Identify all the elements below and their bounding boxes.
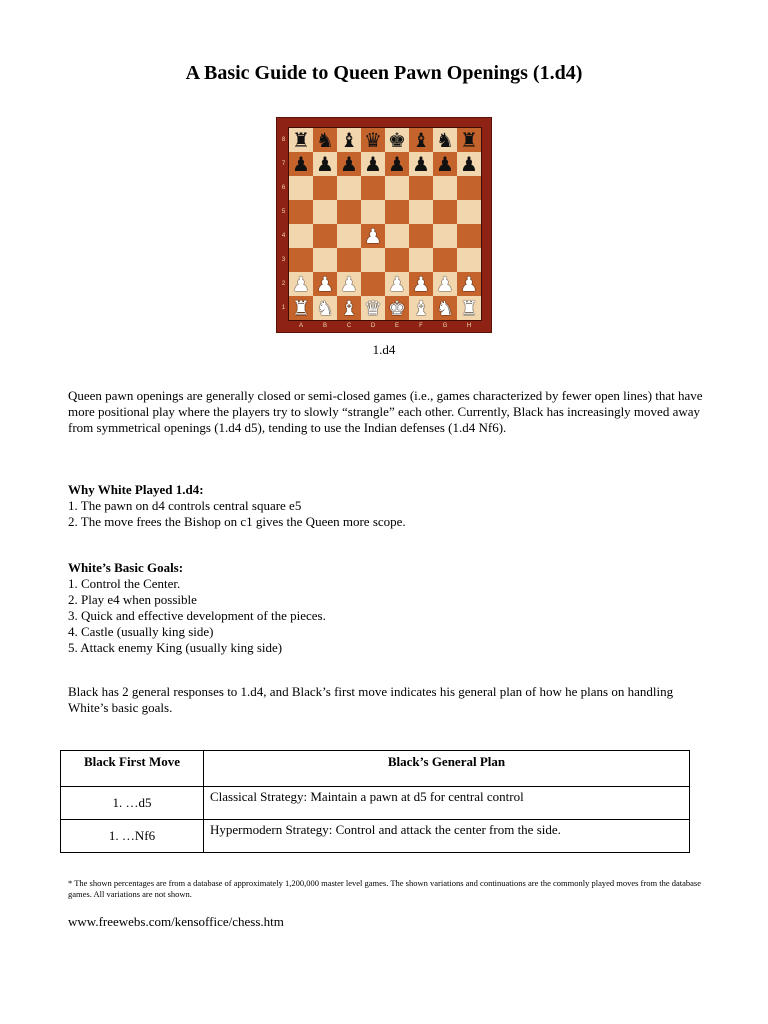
- black-pawn-icon: ♟: [316, 152, 334, 176]
- board-square: [289, 128, 313, 152]
- document-title: A Basic Guide to Queen Pawn Openings (1.d4): [185, 62, 583, 84]
- white-pawn-icon: ♟: [316, 272, 334, 296]
- rank-label: 1: [281, 305, 286, 311]
- intro-paragraph: Queen pawn openings are generally closed or semi-closed games (i.e., games characterized by fewer open lines) that have more positional play where the players try to slowly “strangle” each other. Currently, Black has increasingly moved away from symmetrical openings (1.d4 d5), tending to use the Indian defenses (1.d4 Nf6).: [68, 388, 703, 435]
- board-square: [337, 296, 361, 320]
- board-square: [433, 224, 457, 248]
- table-header: Black’s General Plan: [204, 751, 690, 787]
- board-square: [313, 248, 337, 272]
- rank-label: 2: [281, 281, 286, 287]
- board-square: [385, 272, 409, 296]
- white-knight-icon: ♞: [436, 296, 454, 320]
- board-square: [409, 128, 433, 152]
- board-caption: 1.d4: [372, 342, 396, 357]
- rank-label: 3: [281, 257, 286, 263]
- rank-label: 7: [281, 161, 286, 167]
- board-square: [337, 248, 361, 272]
- table-row: [61, 820, 690, 853]
- board-square: [457, 176, 481, 200]
- board-square: [433, 176, 457, 200]
- board-square: [409, 200, 433, 224]
- board-square: [433, 296, 457, 320]
- table-cell-move: 1. …Nf6: [61, 820, 204, 853]
- white-knight-icon: ♞: [316, 296, 334, 320]
- board-square: [433, 272, 457, 296]
- board-square: [361, 272, 385, 296]
- board-square: [457, 224, 481, 248]
- white-queen-icon: ♛: [364, 296, 382, 320]
- board-square: [337, 128, 361, 152]
- file-label: G: [442, 323, 448, 329]
- goals-item: 5. Attack enemy King (usually king side): [68, 640, 283, 655]
- board-square: [313, 272, 337, 296]
- white-pawn-icon: ♟: [364, 224, 382, 248]
- file-label: H: [466, 323, 472, 329]
- black-bishop-icon: ♝: [340, 128, 358, 152]
- board-square: [385, 224, 409, 248]
- file-label: A: [298, 323, 303, 329]
- board-square: [409, 176, 433, 200]
- black-knight-icon: ♞: [436, 128, 454, 152]
- black-pawn-icon: ♟: [388, 152, 406, 176]
- table-header: Black First Move: [61, 751, 204, 787]
- file-label: D: [370, 323, 376, 329]
- rank-label: 6: [281, 185, 286, 191]
- board-square: [337, 200, 361, 224]
- goals-heading: White’s Basic Goals:: [68, 560, 184, 575]
- white-rook-icon: ♜: [292, 296, 310, 320]
- black-pawn-icon: ♟: [364, 152, 382, 176]
- board-square: [313, 224, 337, 248]
- board-square: [361, 200, 385, 224]
- board-square: [433, 248, 457, 272]
- file-label: C: [346, 323, 352, 329]
- white-rook-icon: ♜: [460, 296, 478, 320]
- black-rook-icon: ♜: [292, 128, 310, 152]
- black-queen-icon: ♛: [364, 128, 382, 152]
- why-item: 2. The move frees the Bishop on c1 gives the Queen more scope.: [68, 514, 406, 529]
- table-header-row: [61, 751, 690, 787]
- board-square: [457, 200, 481, 224]
- goals-item: 3. Quick and effective development of the pieces.: [68, 608, 326, 623]
- board-square: [433, 200, 457, 224]
- board-square: [457, 296, 481, 320]
- goals-item: 2. Play e4 when possible: [68, 592, 197, 607]
- board-square: [289, 152, 313, 176]
- board-square: [385, 296, 409, 320]
- white-bishop-icon: ♝: [412, 296, 430, 320]
- file-label: B: [322, 323, 327, 329]
- why-section: [68, 482, 708, 530]
- goals-item: 1. Control the Center.: [68, 576, 181, 591]
- table-cell-plan: Hypermodern Strategy: Control and attack the center from the side.: [204, 820, 690, 853]
- board-square: [289, 176, 313, 200]
- white-pawn-icon: ♟: [436, 272, 454, 296]
- board-square: [433, 152, 457, 176]
- black-pawn-icon: ♟: [412, 152, 430, 176]
- black-pawn-icon: ♟: [340, 152, 358, 176]
- board-square: [409, 272, 433, 296]
- goals-item: 4. Castle (usually king side): [68, 624, 214, 639]
- board-square: [385, 200, 409, 224]
- black-king-icon: ♚: [388, 128, 406, 152]
- board-square: [409, 296, 433, 320]
- rank-label: 8: [281, 137, 286, 143]
- board-square: [361, 176, 385, 200]
- board-square: [337, 272, 361, 296]
- white-pawn-icon: ♟: [412, 272, 430, 296]
- footnote: * The shown percentages are from a database of approximately 1,200,000 master level games. The shown variations and continuations are the commonly played moves from the database games. All variations are not shown.: [68, 878, 701, 899]
- table-cell-move: 1. …d5: [61, 787, 204, 820]
- table-row: [61, 787, 690, 820]
- board-square: [409, 248, 433, 272]
- board-square: [313, 296, 337, 320]
- why-heading: Why White Played 1.d4:: [68, 482, 204, 497]
- black-rook-icon: ♜: [460, 128, 478, 152]
- board-square: [313, 152, 337, 176]
- board-square: [289, 200, 313, 224]
- board-square: [337, 176, 361, 200]
- black-pawn-icon: ♟: [460, 152, 478, 176]
- board-square: [385, 176, 409, 200]
- black-plan-table: [60, 750, 690, 853]
- board-square: [457, 152, 481, 176]
- board-square: [385, 248, 409, 272]
- board-square: [337, 152, 361, 176]
- board-square: [313, 200, 337, 224]
- responses-paragraph: Black has 2 general responses to 1.d4, and Black’s first move indicates his general plan of how he plans on handling White’s basic goals.: [68, 684, 674, 715]
- board-square: [289, 224, 313, 248]
- black-knight-icon: ♞: [316, 128, 334, 152]
- source-link[interactable]: www.freewebs.com/kensoffice/chess.htm: [68, 914, 284, 929]
- board-square: [385, 128, 409, 152]
- white-pawn-icon: ♟: [460, 272, 478, 296]
- board-square: [313, 176, 337, 200]
- white-bishop-icon: ♝: [340, 296, 358, 320]
- board-square: [361, 152, 385, 176]
- black-pawn-icon: ♟: [292, 152, 310, 176]
- file-label: F: [419, 323, 423, 329]
- goals-section: [68, 560, 708, 656]
- board-square: [289, 248, 313, 272]
- board-square: [289, 272, 313, 296]
- board-square: [361, 224, 385, 248]
- board-square: [457, 272, 481, 296]
- board-square: [313, 128, 337, 152]
- board-square: [361, 296, 385, 320]
- board-square: [409, 224, 433, 248]
- white-pawn-icon: ♟: [292, 272, 310, 296]
- black-bishop-icon: ♝: [412, 128, 430, 152]
- file-label: E: [394, 323, 399, 329]
- table-cell-plan: Classical Strategy: Maintain a pawn at d5 for central control: [204, 787, 690, 820]
- rank-label: 4: [281, 233, 286, 239]
- black-pawn-icon: ♟: [436, 152, 454, 176]
- board-square: [337, 224, 361, 248]
- rank-label: 5: [281, 209, 286, 215]
- chess-board-diagram: [276, 117, 492, 333]
- board-square: [361, 128, 385, 152]
- board-square: [409, 152, 433, 176]
- board-square: [361, 248, 385, 272]
- white-pawn-icon: ♟: [340, 272, 358, 296]
- board-square: [433, 128, 457, 152]
- board-square: [385, 152, 409, 176]
- board-square: [289, 296, 313, 320]
- white-king-icon: ♚: [388, 296, 406, 320]
- chess-board: [289, 128, 481, 320]
- board-square: [457, 248, 481, 272]
- white-pawn-icon: ♟: [388, 272, 406, 296]
- board-square: [457, 128, 481, 152]
- why-item: 1. The pawn on d4 controls central square e5: [68, 498, 302, 513]
